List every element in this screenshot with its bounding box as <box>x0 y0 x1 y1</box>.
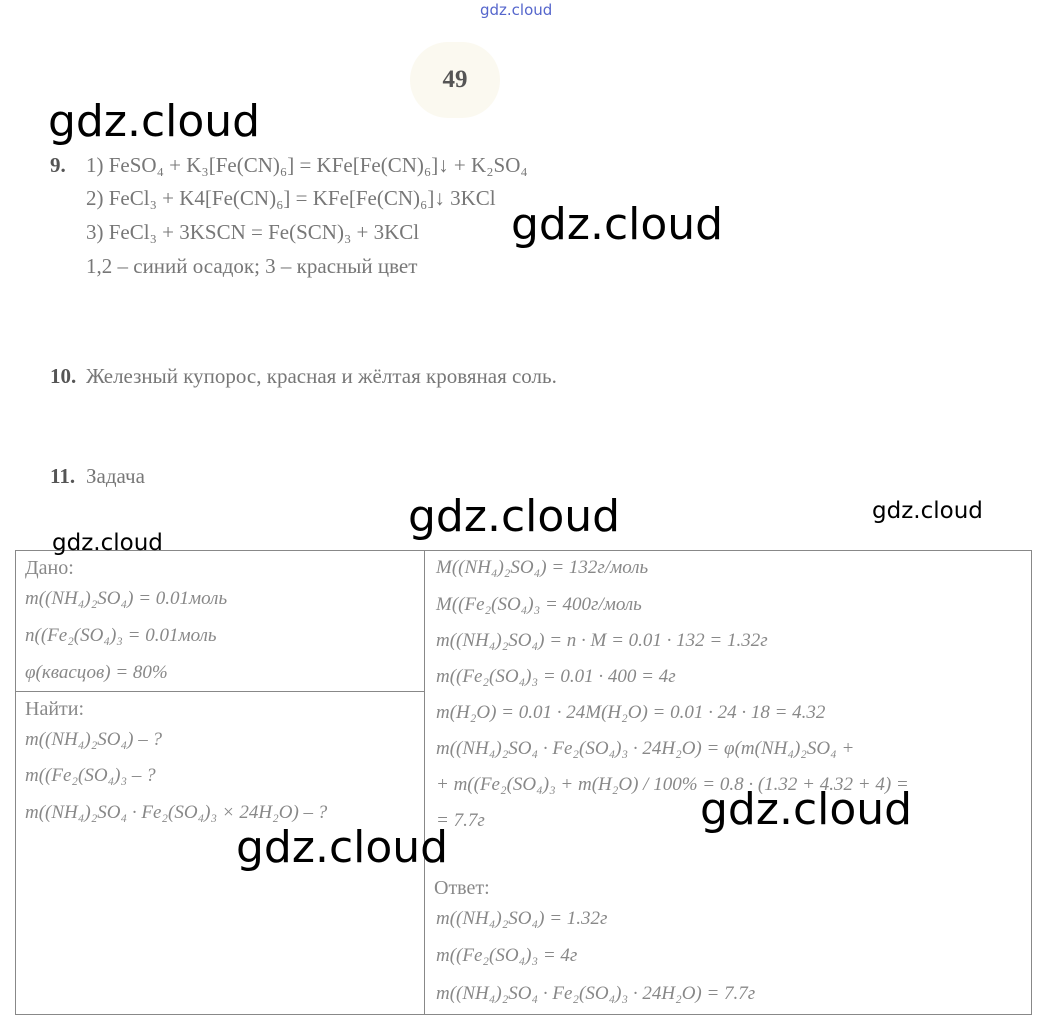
solution-line-4: m((Fe₂(SO₄)₃ = 0.01 · 400 = 4г <box>436 666 676 687</box>
watermark-3: gdz.cloud <box>408 491 621 542</box>
solution-line-6: m((NH₄)₂SO₄ · Fe₂(SO₄)₃ · 24H₂O) = φ(m(NH₄)₂SO₄ + <box>436 738 855 759</box>
watermark-5: gdz.cloud <box>52 530 163 556</box>
solution-line-8: = 7.7г <box>436 810 485 831</box>
find-line-3: m((NH₄)₂SO₄ · Fe₂(SO₄)₃ × 24H₂O) – ? <box>25 802 328 823</box>
find-line-1: m((NH₄)₂SO₄) – ? <box>25 729 162 750</box>
solution-line-7: + m((Fe₂(SO₄)₃ + m(H₂O) / 100% = 0.8 · (1.32 + 4.32 + 4) = <box>436 774 909 795</box>
given-line-2: n((Fe₂(SO₄)₃ = 0.01моль <box>25 625 217 646</box>
watermark-top: gdz.cloud <box>480 1 553 19</box>
answer-header: Ответ: <box>434 877 490 899</box>
watermark-2: gdz.cloud <box>511 199 724 250</box>
watermark-6: gdz.cloud <box>700 784 913 835</box>
solution-line-5: m(H₂O) = 0.01 · 24M(H₂O) = 0.01 · 24 · 18 = 4.32 <box>436 702 826 723</box>
task9-line-2: 2) FeCl₃ + K4[Fe(CN)₆] = KFe[Fe(CN)₆]↓ 3KCl <box>86 186 496 210</box>
answer-line-1: m((NH₄)₂SO₄) = 1.32г <box>436 908 608 929</box>
given-line-1: m((NH₄)₂SO₄) = 0.01моль <box>25 588 228 609</box>
task11-text: Задача <box>86 464 145 488</box>
task9-line-1: 1) FeSO₄ + K₃[Fe(CN)₆] = KFe[Fe(CN)₆]↓ + K₂SO₄ <box>86 153 528 177</box>
find-header: Найти: <box>25 698 85 720</box>
task9-number: 9. <box>50 153 66 177</box>
task9-line-3: 3) FeCl₃ + 3KSCN = Fe(SCN)₃ + 3KCl <box>86 220 420 244</box>
page-number: 49 <box>410 42 500 118</box>
given-header: Дано: <box>25 557 74 579</box>
watermark-4: gdz.cloud <box>872 498 983 524</box>
task9-line-4: 1,2 – синий осадок; 3 – красный цвет <box>86 254 418 278</box>
task10-number: 10. <box>50 364 77 388</box>
task10-text: Железный купорос, красная и жёлтая кровяная соль. <box>86 364 557 388</box>
answer-line-2: m((Fe₂(SO₄)₃ = 4г <box>436 945 578 966</box>
given-line-3: φ(квасцов) = 80% <box>25 662 168 683</box>
solution-line-3: m((NH₄)₂SO₄) = n · M = 0.01 · 132 = 1.32г <box>436 630 768 651</box>
find-line-2: m((Fe₂(SO₄)₃ – ? <box>25 765 156 786</box>
watermark-7: gdz.cloud <box>236 822 449 873</box>
answer-line-3: m((NH₄)₂SO₄ · Fe₂(SO₄)₃ · 24H₂O) = 7.7г <box>436 983 756 1004</box>
solution-line-1: M((NH₄)₂SO₄) = 132г/моль <box>436 557 649 578</box>
task11-number: 11. <box>50 464 76 488</box>
watermark-1: gdz.cloud <box>48 96 261 147</box>
solution-line-2: M((Fe₂(SO₄)₃ = 400г/моль <box>436 594 642 615</box>
